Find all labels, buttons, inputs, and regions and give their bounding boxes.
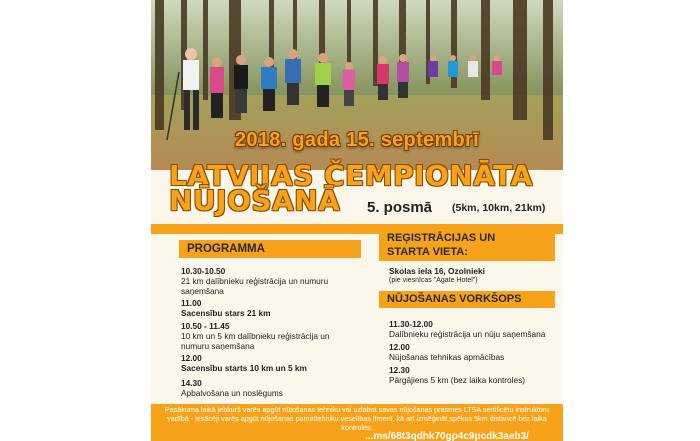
- workshop-item: [389, 319, 559, 339]
- venue-address: Skolas iela 16, Ozolnieki: [389, 266, 485, 276]
- stage-distances: (5km, 10km, 21km): [452, 202, 546, 214]
- programma-text: Sacensību stars 21 km: [181, 308, 271, 318]
- registration-heading: [379, 229, 555, 261]
- title-line-1: LATVIJAS ČEMPIONĀTA: [169, 159, 533, 192]
- workshop-item: [389, 342, 559, 362]
- workshop-time: 12.30: [389, 365, 410, 375]
- workshop-heading: NŪJOŠANAS VORKŠOPS: [379, 291, 555, 308]
- event-date: 2018. gada 15. septembrī: [235, 129, 479, 151]
- programma-time: 12.00: [181, 353, 202, 363]
- programma-text: Sacensību starts 10 km un 5 km: [181, 363, 307, 373]
- workshop-time: 11.30-12.00: [389, 319, 433, 329]
- event-poster: [151, 0, 563, 441]
- workshop-time: 12.00: [389, 342, 410, 352]
- programma-item: [181, 353, 351, 373]
- programma-time: 11.00: [181, 298, 202, 308]
- title-line-2: NŪJOŠANĀ: [169, 184, 341, 217]
- footer-text: Pasākuma laikā jebkurš varēs apgūt nūjošanas tehniku vai uzlabot savas nūjošanas prasmes LTSA sertificētu instruktoru vadībā - iesācēji varēs apgūt nūjošanas pamattehniku veselības līmenī, kā arī izmēģināt spēkus 5km distancē bez laika kontroles.: [164, 405, 550, 432]
- programma-time: 14.30: [181, 378, 202, 388]
- programma-text: Apbalvošana un noslēgums: [181, 388, 283, 398]
- programma-text: 10 km un 5 km dalībnieku reģistrācija un numuru saņemšana: [181, 331, 330, 351]
- programma-heading: PROGRAMMA: [179, 240, 361, 258]
- workshop-text: Dalībnieku reģistrācija un nūju saņemšana: [389, 329, 546, 339]
- programma-item: [181, 266, 351, 296]
- workshop-text: Nūjošanas tehnikas apmācības: [389, 352, 505, 362]
- stage-label: 5. posmā: [367, 199, 433, 216]
- registration-venue: [389, 266, 485, 286]
- venue-note: (pie viesnīcas "Agate Hotel"): [389, 277, 478, 284]
- programma-item: [181, 378, 351, 398]
- programma-item: [181, 298, 351, 318]
- registration-heading-line-1: REĢISTRĀCIJAS UN: [387, 232, 496, 244]
- programma-time: 10.30-10.50: [181, 266, 226, 276]
- programma-text: 21 km dalībnieku reģistrācija un numuru saņemšana: [181, 276, 329, 296]
- footer-link[interactable]: ...ms/68t3qdhk70gp4c9pcdk3aeb3/: [365, 431, 529, 441]
- registration-heading-line-2: STARTA VIETA:: [387, 246, 468, 258]
- workshop-item: [389, 365, 559, 385]
- workshop-text: Pārgājiens 5 km (bez laika kontroles): [389, 375, 526, 385]
- programma-time: 10.50 - 11.45: [181, 321, 230, 331]
- programma-item: [181, 321, 351, 351]
